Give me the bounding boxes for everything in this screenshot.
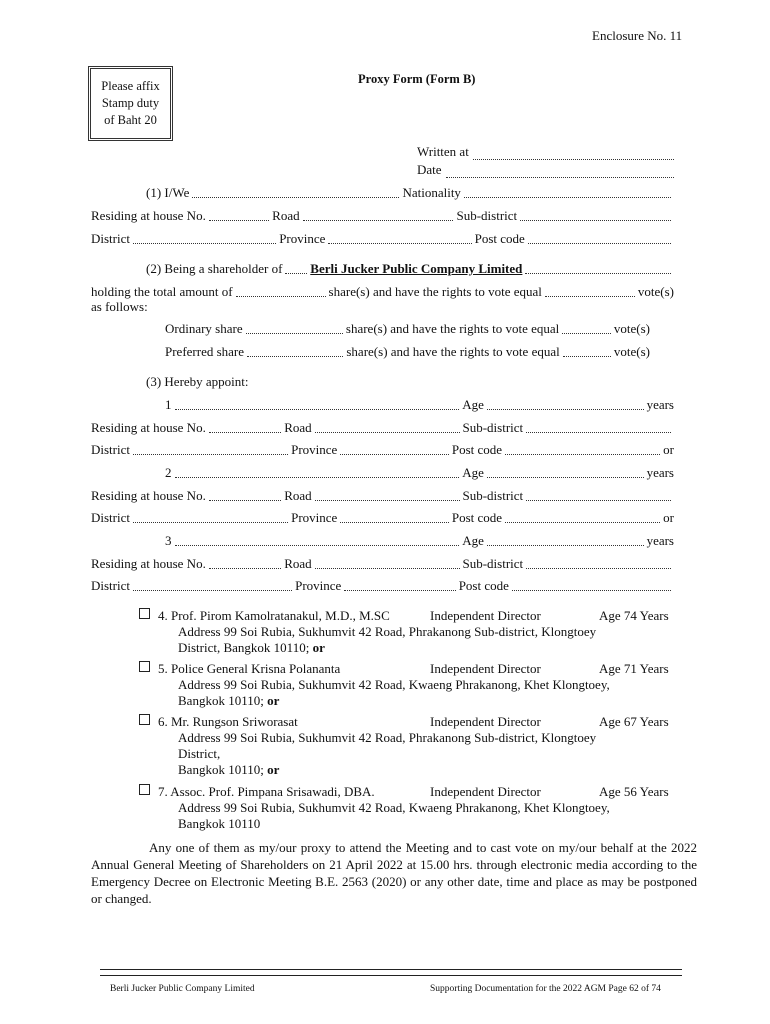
director-4-address-line2: District, Bangkok 10110; — [178, 640, 310, 655]
director-7-age: Age 56 Years — [599, 784, 669, 799]
province-label: Province — [279, 231, 326, 246]
director-7-checkbox[interactable] — [139, 784, 150, 795]
ordinary-share-label: Ordinary share — [165, 321, 243, 336]
proxy1-district-line[interactable] — [91, 442, 674, 458]
proxy1-age-label: Age — [462, 397, 484, 412]
director-5-name: 5. Police General Krisna Polananta — [158, 661, 341, 676]
proxy3-district-line[interactable] — [91, 578, 674, 594]
ordinary-share-line[interactable] — [165, 321, 650, 337]
postcode-label: Post code — [474, 231, 525, 246]
proxy2-number: 2 — [165, 465, 172, 480]
preferred-share-line[interactable] — [165, 344, 650, 360]
proxy1-number: 1 — [165, 397, 172, 412]
stamp-line-2: Stamp duty — [101, 96, 160, 110]
director-6-position: Independent Director — [430, 714, 541, 729]
district-label: District — [91, 231, 130, 246]
director-6-or: or — [267, 762, 280, 777]
section2-holding-line[interactable] — [91, 284, 674, 300]
director-7-address-line2: Bangkok 10110 — [178, 816, 261, 831]
proxy3-age-label: Age — [462, 533, 484, 548]
director-5-address-line1: Address 99 Soi Rubia, Sukhumvit 42 Road, Kwaeng Phrakanong, Khet Klongtoey, — [178, 677, 610, 692]
director-option-4[interactable] — [139, 608, 669, 656]
proxy3-years-label: years — [646, 533, 674, 548]
proxy1-road-label: Road — [284, 420, 312, 435]
residing-label: Residing at house No. — [91, 208, 206, 223]
proxy2-residing-label: Residing at house No. — [91, 488, 206, 503]
director-5-or: or — [267, 693, 280, 708]
road-label: Road — [272, 208, 300, 223]
proxy-purpose-paragraph — [91, 839, 697, 907]
company-name: Berli Jucker Public Company Limited — [310, 261, 523, 276]
ordinary-votes-label: vote(s) — [613, 321, 650, 336]
date-label: Date — [417, 162, 442, 177]
subdistrict-label: Sub-district — [456, 208, 518, 223]
preferred-rights-label: share(s) and have the rights to vote equal — [346, 344, 560, 359]
director-option-6[interactable] — [139, 714, 669, 778]
as-follows-label: as follows: — [91, 299, 148, 314]
director-6-address-line1: Address 99 Soi Rubia, Sukhumvit 42 Road, Phrakanong Sub-district, Klongtoey — [178, 730, 597, 745]
proxy1-postcode-label: Post code — [451, 442, 503, 457]
page-title: Proxy Form (Form B) — [358, 72, 476, 86]
proxy2-years-label: years — [646, 465, 674, 480]
proxy1-district-label: District — [91, 442, 130, 457]
proxy2-address-line[interactable] — [91, 488, 674, 504]
preferred-share-label: Preferred share — [165, 344, 245, 359]
proxy2-road-label: Road — [284, 488, 312, 503]
shares-rights-label: share(s) and have the rights to vote equal — [328, 284, 542, 299]
section1-address-line[interactable] — [91, 208, 674, 224]
proxy2-name-line[interactable] — [165, 465, 674, 481]
section1-name-line[interactable] — [146, 185, 674, 201]
director-7-address-line1: Address 99 Soi Rubia, Sukhumvit 42 Road, Kwaeng Phrakanong, Khet Klongtoey, — [178, 800, 610, 815]
proxy1-residing-label: Residing at house No. — [91, 420, 206, 435]
enclosure-number: Enclosure No. 11 — [592, 28, 683, 43]
proxy3-subdistrict-label: Sub-district — [462, 556, 524, 571]
proxy2-or-label: or — [663, 510, 675, 525]
proxy1-address-line[interactable] — [91, 420, 674, 436]
stamp-duty-box — [88, 66, 173, 141]
director-option-5[interactable] — [139, 661, 669, 709]
proxy1-province-label: Province — [291, 442, 338, 457]
director-6-name: 6. Mr. Rungson Sriworasat — [158, 714, 298, 729]
proxy1-subdistrict-label: Sub-district — [462, 420, 524, 435]
date-field[interactable] — [417, 162, 674, 178]
director-5-position: Independent Director — [430, 661, 541, 676]
footer-rule — [100, 969, 682, 976]
preferred-votes-label: vote(s) — [613, 344, 650, 359]
proxy3-address-line[interactable] — [91, 556, 674, 572]
ordinary-rights-label: share(s) and have the rights to vote equal — [345, 321, 560, 336]
proxy1-years-label: years — [646, 397, 674, 412]
director-7-position: Independent Director — [430, 784, 541, 799]
votes-label: vote(s) — [637, 284, 675, 299]
director-6-address-line2: District, — [178, 746, 221, 761]
director-4-position: Independent Director — [430, 608, 541, 623]
being-shareholder-label: (2) Being a shareholder of — [146, 261, 283, 276]
proxy3-province-label: Province — [295, 578, 342, 593]
iwe-label: (1) I/We — [146, 185, 190, 200]
nationality-label: Nationality — [402, 185, 461, 200]
section1-district-line[interactable] — [91, 231, 674, 247]
director-4-address-line1: Address 99 Soi Rubia, Sukhumvit 42 Road, Phrakanong Sub-district, Klongtoey — [178, 624, 597, 639]
stamp-line-3: of Baht 20 — [104, 113, 157, 127]
director-4-name: 4. Prof. Pirom Kamolratanakul, M.D., M.SC — [158, 608, 390, 623]
director-6-checkbox[interactable] — [139, 714, 150, 725]
proxy2-postcode-label: Post code — [451, 510, 503, 525]
director-4-age: Age 74 Years — [599, 608, 669, 623]
proxy2-district-line[interactable] — [91, 510, 674, 526]
proxy2-subdistrict-label: Sub-district — [462, 488, 524, 503]
proxy3-number: 3 — [165, 533, 172, 548]
proxy2-age-label: Age — [462, 465, 484, 480]
proxy1-name-line[interactable] — [165, 397, 674, 413]
written-at-label: Written at — [417, 144, 469, 159]
proxy3-road-label: Road — [284, 556, 312, 571]
hereby-appoint-label: (3) Hereby appoint: — [146, 374, 249, 389]
proxy3-name-line[interactable] — [165, 533, 674, 549]
proxy1-or-label: or — [663, 442, 675, 457]
director-6-age: Age 67 Years — [599, 714, 669, 729]
director-option-7[interactable] — [139, 784, 669, 832]
director-4-checkbox[interactable] — [139, 608, 150, 619]
proxy2-province-label: Province — [291, 510, 338, 525]
director-5-checkbox[interactable] — [139, 661, 150, 672]
director-4-or: or — [312, 640, 325, 655]
proxy3-postcode-label: Post code — [458, 578, 509, 593]
proxy3-residing-label: Residing at house No. — [91, 556, 206, 571]
holding-label: holding the total amount of — [91, 284, 233, 299]
director-7-name: 7. Assoc. Prof. Pimpana Srisawadi, DBA. — [158, 784, 375, 799]
paragraph-text: Any one of them as my/our proxy to attend the Meeting and to cast vote on my/our behalf at the 2022 Annual General Meeting of Shareholders on 21 April 2022 at 15.00 hrs. through electronic media according to the Emergency Decree on Electronic Meeting B.E. 2563 (2020) or any other date, time and place as may be postponed or changed. — [91, 840, 697, 906]
director-5-age: Age 71 Years — [599, 661, 669, 676]
director-5-address-line2: Bangkok 10110; — [178, 693, 264, 708]
proxy3-district-label: District — [91, 578, 130, 593]
section2-shareholder-line[interactable] — [146, 261, 674, 277]
footer-page-info: Supporting Documentation for the 2022 AGM Page 62 of 74 — [430, 984, 661, 994]
director-6-address-line3: Bangkok 10110; — [178, 762, 264, 777]
stamp-line-1: Please affix — [101, 79, 160, 93]
written-at-field[interactable] — [417, 144, 674, 160]
proxy2-district-label: District — [91, 510, 130, 525]
footer-company: Berli Jucker Public Company Limited — [110, 984, 255, 994]
